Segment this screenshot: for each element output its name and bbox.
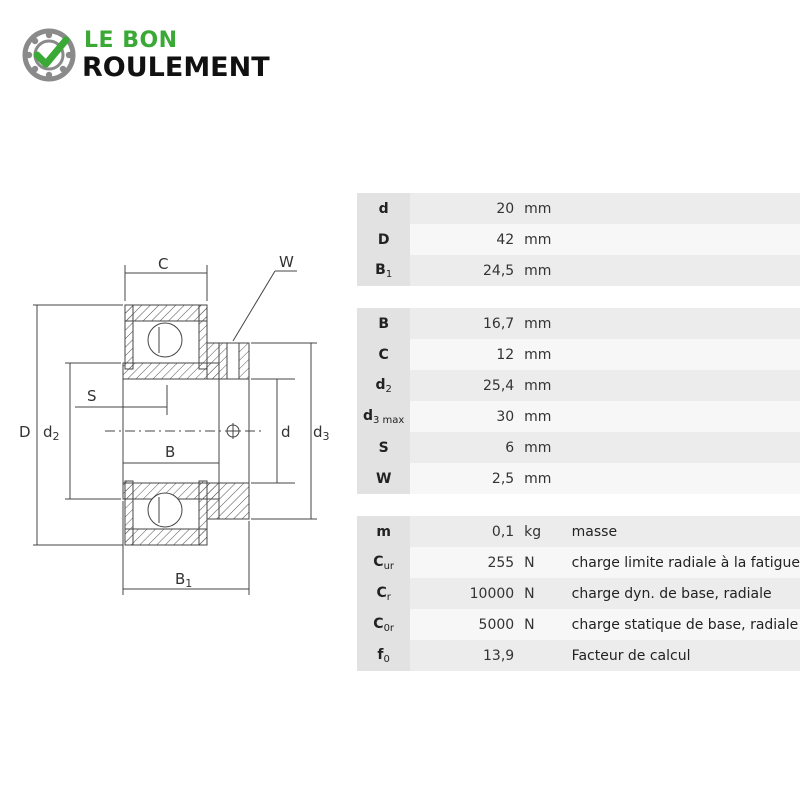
spec-unit: N <box>518 578 560 609</box>
spec-description: masse <box>560 516 800 547</box>
spec-group-divider <box>357 286 800 308</box>
spec-description <box>560 224 800 255</box>
spec-symbol: $d_{3 max}$ <box>357 401 410 432</box>
spec-symbol: $C_{ur}$ <box>357 547 410 578</box>
spec-unit: mm <box>518 339 560 370</box>
spec-row <box>357 516 800 547</box>
spec-symbol: C <box>357 339 410 370</box>
spec-value: 12 <box>410 339 518 370</box>
spec-row <box>357 578 800 609</box>
bearing-checkmark-icon <box>22 28 76 82</box>
brand-line1: LE BON <box>84 28 178 53</box>
spec-value: 25,4 <box>410 370 518 401</box>
spec-row <box>357 224 800 255</box>
spec-row <box>357 609 800 640</box>
spec-value: 30 <box>410 401 518 432</box>
spec-unit: N <box>518 609 560 640</box>
spec-symbol: S <box>357 432 410 463</box>
spec-description <box>560 463 800 494</box>
spec-row <box>357 640 800 671</box>
spec-unit <box>518 640 560 671</box>
spec-symbol: $d_2$ <box>357 370 410 401</box>
spec-row <box>357 463 800 494</box>
spec-symbol: $C_r$ <box>357 578 410 609</box>
spec-description: Facteur de calcul <box>560 640 800 671</box>
spec-value: 16,7 <box>410 308 518 339</box>
label-C: C <box>158 255 169 273</box>
label-S: S <box>87 387 97 405</box>
label-W: W <box>279 253 294 271</box>
spec-value: 10000 <box>410 578 518 609</box>
spec-value: 42 <box>410 224 518 255</box>
spec-symbol: $B_1$ <box>357 255 410 286</box>
spec-table <box>357 193 800 671</box>
spec-unit: mm <box>518 308 560 339</box>
spec-row <box>357 308 800 339</box>
label-d2: $d_2$ <box>43 423 60 443</box>
spec-row <box>357 193 800 224</box>
label-d3: $d_3$ <box>313 423 330 443</box>
spec-unit: mm <box>518 432 560 463</box>
spec-description <box>560 255 800 286</box>
spec-row <box>357 370 800 401</box>
spec-value: 13,9 <box>410 640 518 671</box>
spec-value: 255 <box>410 547 518 578</box>
spec-value: 2,5 <box>410 463 518 494</box>
spec-unit: mm <box>518 255 560 286</box>
label-B1: $B_1$ <box>175 570 193 590</box>
spec-symbol: $C_{0r}$ <box>357 609 410 640</box>
spec-description <box>560 308 800 339</box>
bearing-cross-section-drawing <box>15 245 355 605</box>
spec-symbol: D <box>357 224 410 255</box>
spec-unit: mm <box>518 401 560 432</box>
spec-description <box>560 193 800 224</box>
label-B: B <box>165 443 176 461</box>
brand-logo <box>22 26 312 86</box>
spec-description: charge dyn. de base, radiale <box>560 578 800 609</box>
spec-description: charge statique de base, radiale <box>560 609 800 640</box>
spec-description: charge limite radiale à la fatigue <box>560 547 800 578</box>
spec-description <box>560 370 800 401</box>
spec-group-divider <box>357 494 800 516</box>
spec-unit: kg <box>518 516 560 547</box>
spec-unit: N <box>518 547 560 578</box>
spec-description <box>560 339 800 370</box>
spec-description <box>560 432 800 463</box>
spec-value: 5000 <box>410 609 518 640</box>
spec-symbol: W <box>357 463 410 494</box>
spec-value: 0,1 <box>410 516 518 547</box>
spec-unit: mm <box>518 193 560 224</box>
spec-row <box>357 401 800 432</box>
spec-symbol: B <box>357 308 410 339</box>
spec-value: 24,5 <box>410 255 518 286</box>
label-D: D <box>19 423 31 441</box>
spec-row <box>357 339 800 370</box>
spec-symbol: m <box>357 516 410 547</box>
spec-value: 20 <box>410 193 518 224</box>
spec-symbol: $f_0$ <box>357 640 410 671</box>
spec-value: 6 <box>410 432 518 463</box>
spec-unit: mm <box>518 224 560 255</box>
brand-line2: ROULEMENT <box>82 52 270 83</box>
spec-unit: mm <box>518 370 560 401</box>
spec-row <box>357 547 800 578</box>
spec-symbol: d <box>357 193 410 224</box>
spec-row <box>357 255 800 286</box>
spec-description <box>560 401 800 432</box>
label-d: d <box>281 423 291 441</box>
spec-unit: mm <box>518 463 560 494</box>
spec-row <box>357 432 800 463</box>
